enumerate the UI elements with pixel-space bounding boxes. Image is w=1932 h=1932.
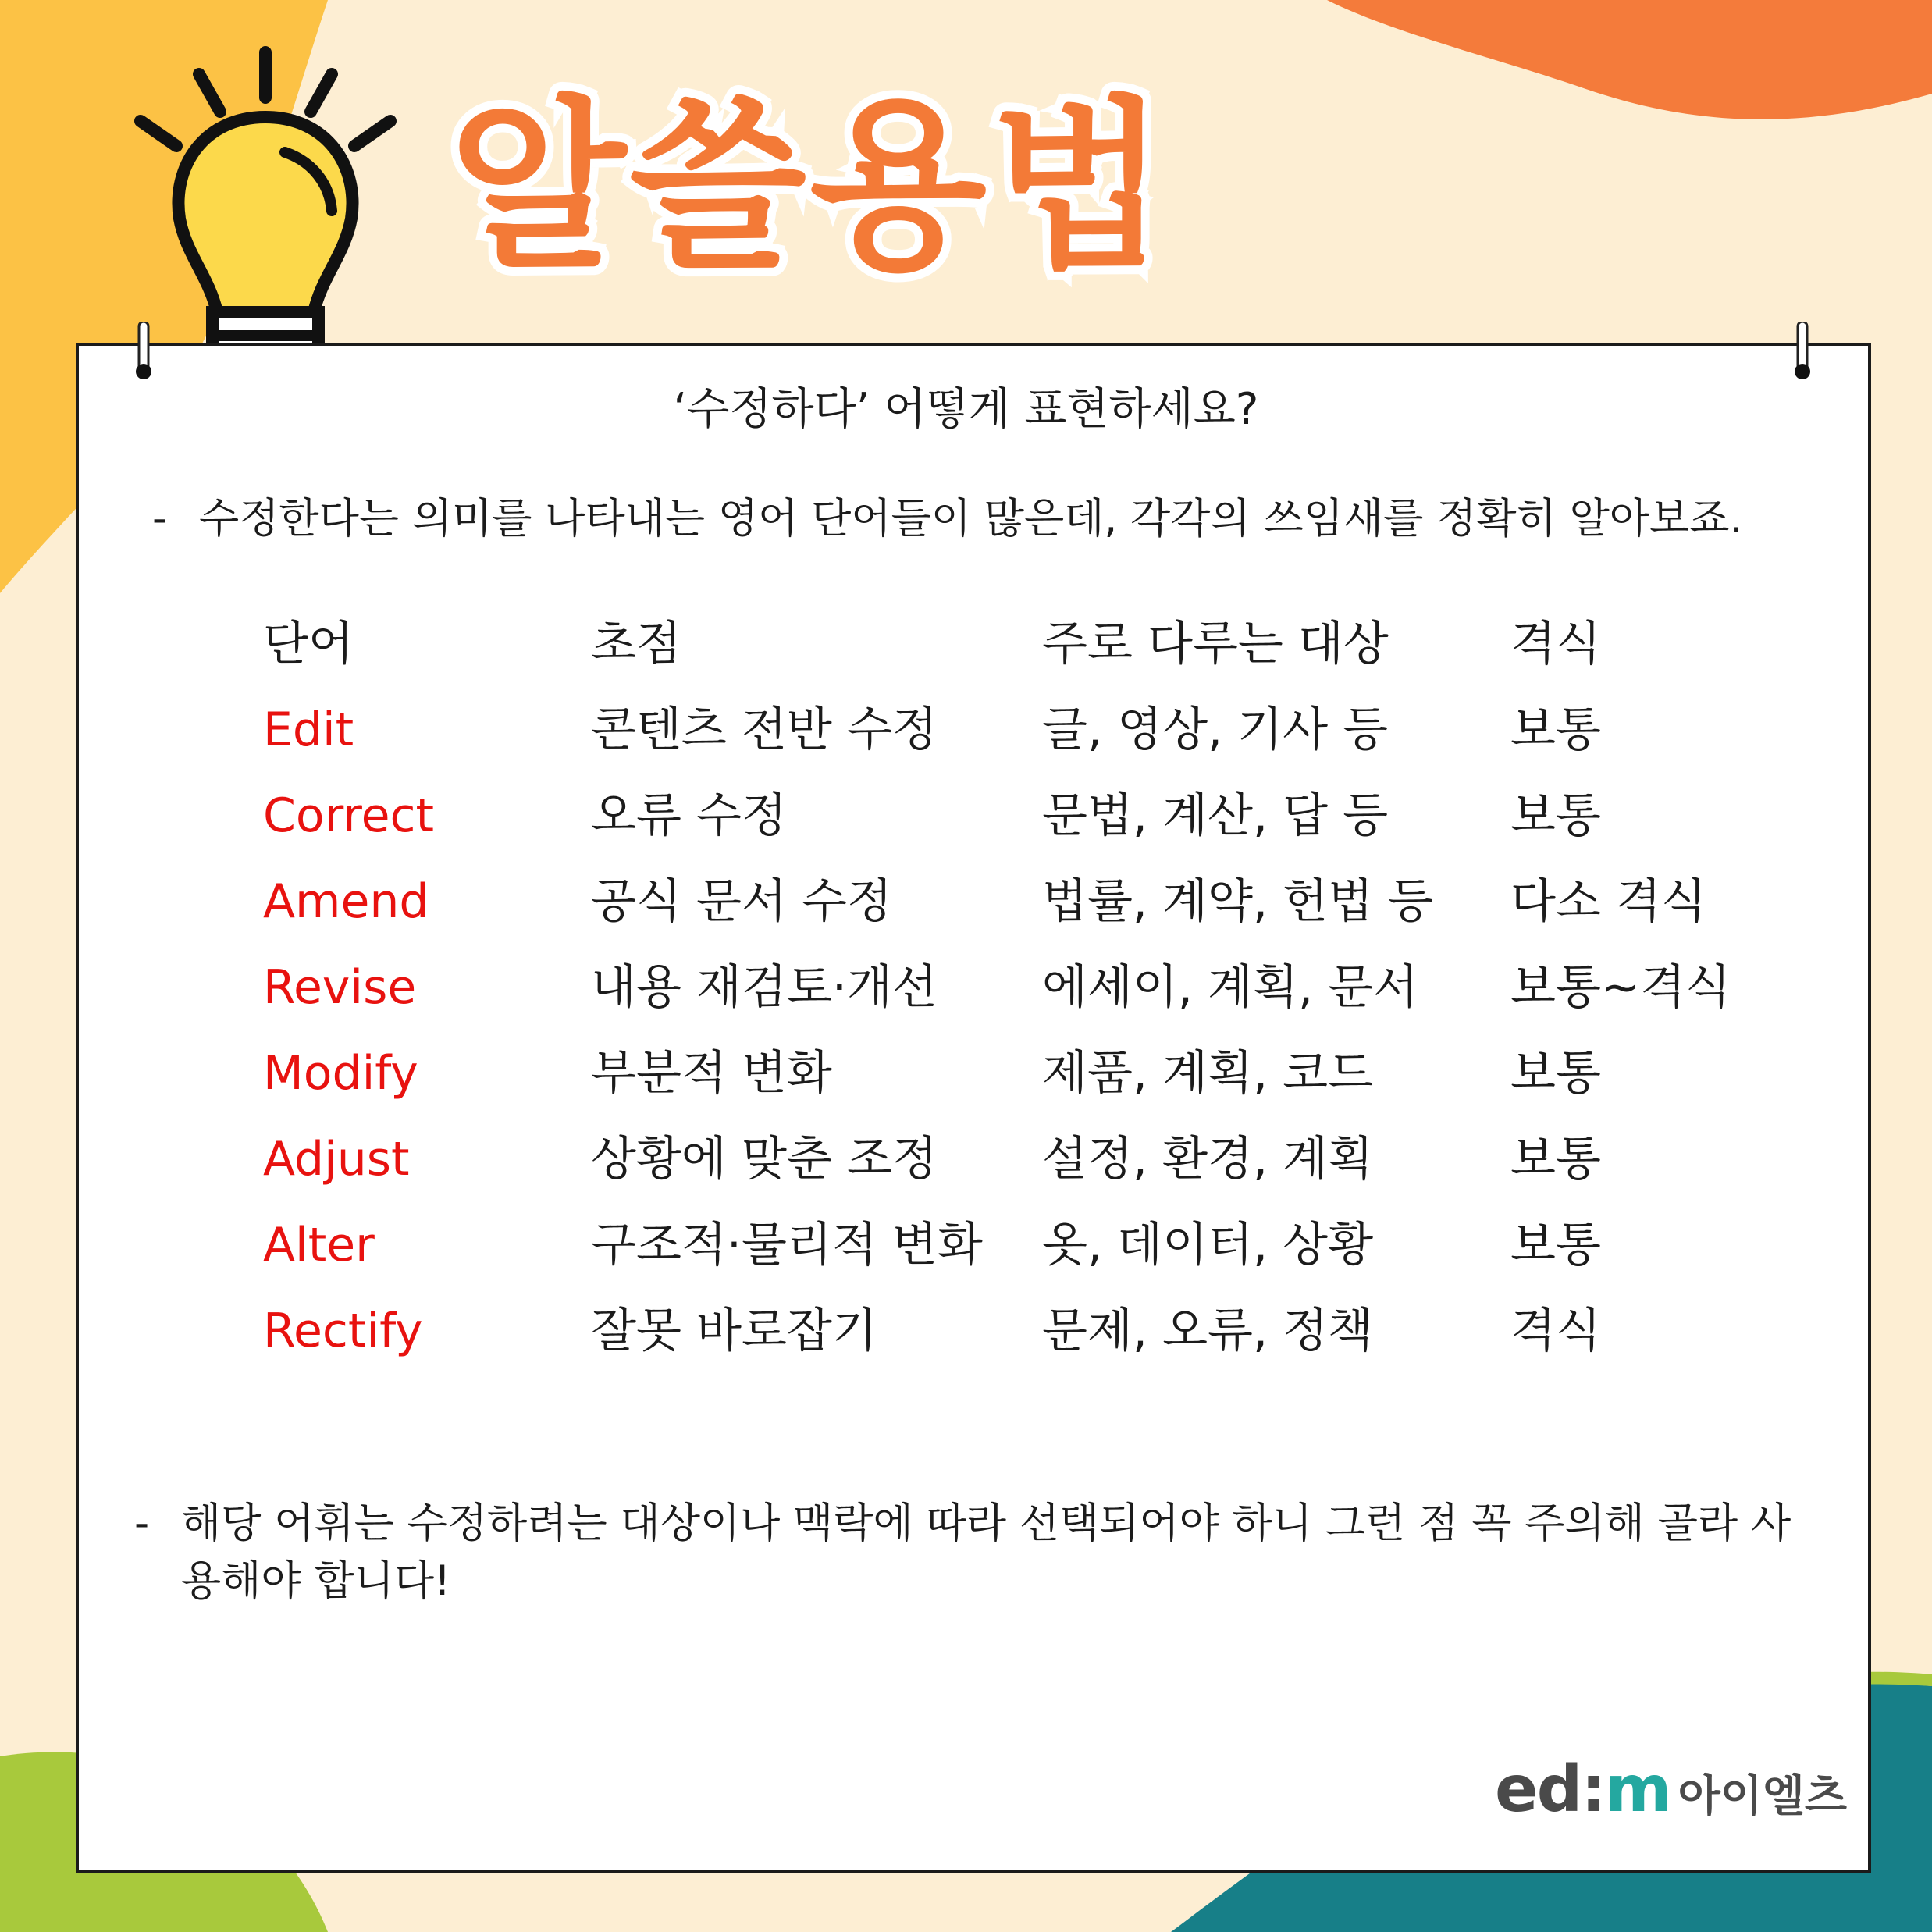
focus-cell: 공식 문서 수정 xyxy=(591,874,892,929)
word-cell: Adjust xyxy=(263,1132,410,1187)
word-cell: Rectify xyxy=(263,1304,423,1358)
outro-text: 해당 어휘는 수정하려는 대상이나 맥락에 따라 선택되어야 하니 그런 점 꼭 주의해 골라 사용해야 합니다! xyxy=(181,1500,1791,1605)
bullet-dash: - xyxy=(134,1500,150,1547)
target-cell: 에세이, 계획, 문서 xyxy=(1042,960,1419,1015)
target-cell: 설정, 환경, 계획 xyxy=(1042,1132,1374,1187)
word-table xyxy=(263,609,1809,1382)
word-cell: Revise xyxy=(263,960,417,1015)
focus-cell: 상황에 맞춘 조정 xyxy=(591,1132,938,1187)
target-cell: 법률, 계약, 헌법 등 xyxy=(1042,874,1434,929)
header-formality: 격식 xyxy=(1510,617,1601,671)
focus-cell: 오류 수정 xyxy=(591,788,787,843)
section-heading: ‘수정하다’ 어떻게 표현하세요? xyxy=(673,384,1259,435)
page-title: 알쓸용법 xyxy=(449,80,1171,294)
header-target: 주로 다루는 대상 xyxy=(1042,617,1389,671)
edm-logo-prefix: ed: xyxy=(1495,1752,1606,1827)
formality-cell: 보통 xyxy=(1510,1046,1601,1101)
edm-logo-suffix: m xyxy=(1605,1752,1670,1827)
word-cell: Correct xyxy=(263,788,434,843)
pin-icon xyxy=(1793,322,1812,382)
edm-logo xyxy=(1495,1752,1670,1827)
word-cell: Edit xyxy=(263,703,354,757)
header-word: 단어 xyxy=(263,617,354,671)
target-cell: 글, 영상, 기사 등 xyxy=(1042,703,1389,757)
formality-cell: 보통~격식 xyxy=(1510,960,1731,1015)
word-cell: Amend xyxy=(263,874,429,929)
intro-text: 수정한다는 의미를 나타내는 영어 단어들이 많은데, 각각의 쓰임새를 정확히 알아보죠. xyxy=(199,495,1743,543)
target-cell: 제품, 계획, 코드 xyxy=(1042,1046,1374,1101)
formality-cell: 보통 xyxy=(1510,1132,1601,1187)
table-row xyxy=(263,1124,1809,1210)
focus-cell: 내용 재검토·개선 xyxy=(591,960,938,1015)
intro-bullet xyxy=(152,490,1901,553)
header-focus: 초점 xyxy=(591,617,681,671)
bullet-dash: - xyxy=(152,495,168,543)
table-row xyxy=(263,952,1809,1038)
formality-cell: 다소 격식 xyxy=(1510,874,1706,929)
word-cell: Modify xyxy=(263,1046,418,1101)
formality-cell: 격식 xyxy=(1510,1304,1601,1358)
table-row xyxy=(263,695,1809,781)
table-row xyxy=(263,866,1809,952)
focus-cell: 부분적 변화 xyxy=(591,1046,832,1101)
focus-cell: 콘텐츠 전반 수정 xyxy=(591,703,938,757)
formality-cell: 보통 xyxy=(1510,788,1601,843)
formality-cell: 보통 xyxy=(1510,703,1601,757)
target-cell: 옷, 데이터, 상황 xyxy=(1042,1218,1374,1272)
table-row xyxy=(263,1296,1809,1382)
word-cell: Alter xyxy=(263,1218,375,1272)
brand-korean: 아이엘츠 xyxy=(1678,1771,1847,1822)
target-cell: 문제, 오류, 정책 xyxy=(1042,1304,1374,1358)
table-row xyxy=(263,1210,1809,1296)
target-cell: 문법, 계산, 답 등 xyxy=(1042,788,1389,843)
table-row xyxy=(263,1038,1809,1124)
table-header-row xyxy=(263,609,1809,695)
focus-cell: 잘못 바로잡기 xyxy=(591,1304,877,1358)
pin-icon xyxy=(134,322,153,382)
formality-cell: 보통 xyxy=(1510,1218,1601,1272)
outro-bullet xyxy=(134,1495,1805,1620)
brand-logo xyxy=(1495,1752,1847,1827)
table-row xyxy=(263,781,1809,866)
focus-cell: 구조적·물리적 변화 xyxy=(591,1218,983,1272)
